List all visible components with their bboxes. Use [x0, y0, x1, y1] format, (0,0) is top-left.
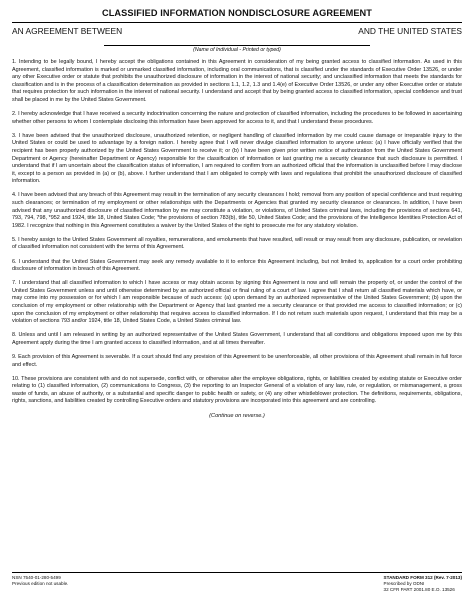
- nsn-number: NSN 7540-01-280-5499: [12, 575, 61, 580]
- form-title: CLASSIFIED INFORMATION NONDISCLOSURE AGREEMENT: [101, 8, 373, 18]
- continue-note: (Continue on reverse.): [209, 413, 265, 420]
- name-field-caption: (Name of Individual - Printed or typed): [193, 46, 281, 53]
- edition-note: Previous edition not usable.: [12, 580, 69, 586]
- form-page: [12, 8, 462, 419]
- paragraph-3: 3. I have been advised that the unauthorized disclosure, unauthorized retention, or negligent handling of classified information by me could cause damage or irreparable injury to the United States or could be used to advantage by a foreign nation. I hereby agree that I will never divulge classified information to anyone unless: (a) I have officially verified that the recipient has been properly authorized by the United States Government to receive it; or (b) I have been given prior written notice of authorization from the United States Government Department or Agency (hereinafter Department or Agency) responsible for the classification of information or last granting me a security clearance that such disclosure is permitted. I understand that if I am uncertain about the classification status of information, I am required to confirm from an authorized official that the information is unclassified before I may disclose it, except to a person as provided in (a) or (b), above. I further understand that I am obligated to comply with laws and regulations that prohibit the unauthorized disclosure of classified information.: [12, 132, 462, 185]
- paragraph-9: 9. Each provision of this Agreement is severable. If a court should find any provision of this Agreement to be unenforceable, all other provisions of this Agreement shall remain in full force and effect.: [12, 354, 462, 368]
- paragraph-5: 5. I hereby assign to the United States Government all royalties, remunerations, and emoluments that have resulted, will result or may result from any disclosure, publication, or revelation of classified information not consistent with the terms of this Agreement.: [12, 236, 462, 251]
- paragraph-10: 10. These provisions are consistent with and do not supersede, conflict with, or otherwise alter the employee obligations, rights, or liabilities created by existing statute or Executive order relating to (1) classified information, (2) communications to Congress, (3) the reporting to an Inspector General of a violation of any law, rule, or regulation, or mismanagement, a gross waste of funds, an abuse of authority, or a substantial and specific danger to public health or safety, or (4) any other whistleblower protection. The definitions, requirements, obligations, rights, sanctions, and liabilities created by controlling Executive orders and statutory provisions are incorporated into this agreement and are controlling.: [12, 375, 462, 405]
- footer-right: [384, 575, 462, 592]
- paragraph-2: 2. I hereby acknowledge that I have received a security indoctrination concerning the nature and protection of classified information, including the procedures to be followed in ascertaining whether other persons to whom I contemplate disclosing this information have been approved for access to it, and that I understand these procedures.: [12, 111, 462, 125]
- title-rule: [12, 22, 462, 23]
- form-id: STANDARD FORM 312 (Rev. 7-2013): [383, 575, 462, 580]
- agreement-right-text: AND THE UNITED STATES: [358, 26, 462, 36]
- paragraph-4: 4. I have been advised that any breach of this Agreement may result in the termination of any security clearances I hold; removal from any position of special confidence and trust requiring such clearances; or termination of my employment or other relationships with the Departments or Agencies that granted my security clearance or clearances. In addition, I have been advised that any unauthorized disclosure of classified information by me may constitute a violation, or violations, of United States criminal laws, including the provisions of sections 641, 793, 794, 798, *952 and 1924, title 18, United States Code; *the provisions of section 783(b), title 50, United States Code; and the provisions of the Intelligence Identities Protection Act of 1982. I recognize that nothing in this Agreement constitutes a waiver by the United States of the right to prosecute me for any statutory violation.: [12, 192, 462, 229]
- paragraph-7: 7. I understand that all classified information to which I have access or may obtain access by signing this Agreement is now and will remain the property of, or under the control of the United States Government unless and until otherwise determined by an authorized official or final ruling of a court of law. I agree that I shall return all classified materials which have, or may come into my possession or for which I am responsible because of such access: (a) upon demand by an authorized representative of the United States Government; (b) upon the conclusion of my employment or other relationship with the Department or Agency that last granted me a security clearance or that provided me access to classified information; or (c) upon the conclusion of my employment or other relationship that requires access to classified information. If I do not return such materials upon request, I understand that this may be a violation of sections 793 and/or 1924, title 18, United States Code, a United States criminal law.: [12, 280, 462, 325]
- paragraph-8: 8. Unless and until I am released in writing by an authorized representative of the United States Government, I understand that all conditions and obligations imposed upon me by this Agreement apply during the time I am granted access to classified information, and at all times thereafter.: [12, 332, 462, 346]
- prescribed-by: Prescribed by ODNI: [383, 580, 425, 586]
- paragraph-6: 6. I understand that the United States Government may seek any remedy available to it to enforce this Agreement including, but not limited to, application for a court order prohibiting disclosure of information in breach of this Agreement.: [12, 258, 462, 273]
- agreement-parties-row: [12, 26, 462, 36]
- footer-left: [12, 575, 68, 592]
- cfr-reference: 32 CFR PART 2001.80 E.O. 13526: [383, 586, 455, 592]
- agreement-left-text: AN AGREEMENT BETWEEN: [12, 26, 123, 36]
- form-footer: [12, 572, 462, 592]
- paragraph-1: 1. Intending to be legally bound, I hereby accept the obligations contained in this Agreement in consideration of my being granted access to classified information. As used in this Agreement, classified information is marked or unmarked classified information, including oral communications, that is classified under the standards of Executive Order 13526, or under any other Executive order or statute that prohibits the unauthorized disclosure of information in the interest of national security; and unclassified information that meets the standards for classification and is in the process of a classification determination as provided in sections 1.1, 1.2, 1.3 and 1.4(e) of Executive Order 13526, or under any other Executive order or statute that requires protection for such information in the interest of national security. I understand and accept that by being granted access to classified information, special confidence and trust shall be placed in me by the United States Government.: [12, 59, 462, 103]
